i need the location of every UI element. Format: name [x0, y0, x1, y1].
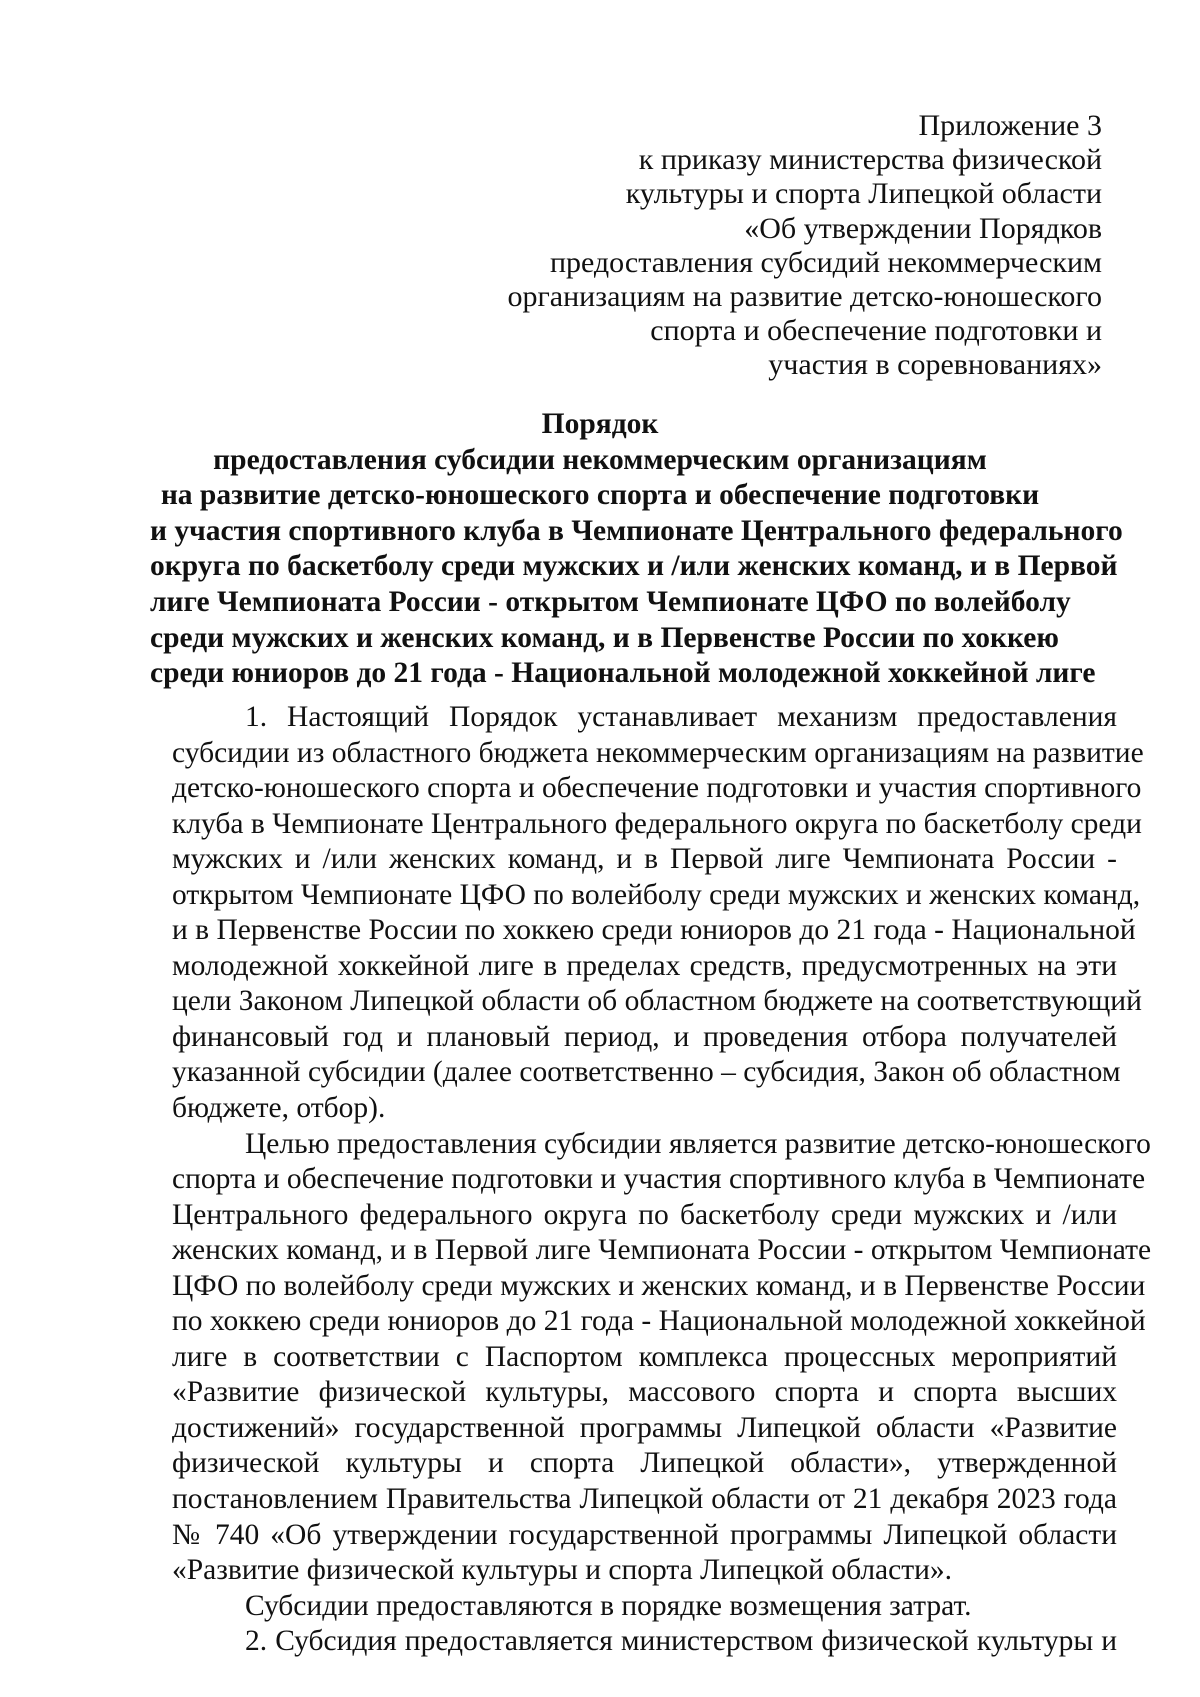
- body-line: постановлением Правительства Липецкой области от 21 декабря 2023 года: [172, 1483, 1117, 1516]
- body-line: физической культуры и спорта Липецкой области», утвержденной: [172, 1447, 1117, 1480]
- title-line: Порядок: [541, 408, 659, 440]
- body-line: лиге в соответствии с Паспортом комплекса процессных мероприятий: [172, 1340, 1117, 1373]
- body-line: Субсидии предоставляются в порядке возмещения затрат.: [245, 1589, 972, 1622]
- title-line: лиге Чемпионата России - открытом Чемпионате ЦФО по волейболу: [150, 585, 1071, 618]
- appendix-line: культуры и спорта Липецкой области: [625, 177, 1102, 211]
- appendix-line: предоставления субсидий некоммерческим: [549, 245, 1102, 279]
- appendix-line: участия в соревнованиях»: [768, 348, 1102, 382]
- document-title: [150, 407, 1123, 692]
- title-line: и участия спортивного клуба в Чемпионате Центрального федерального: [150, 514, 1123, 547]
- body-line: женских команд, и в Первой лиге Чемпионата России - открытом Чемпионате: [172, 1234, 1152, 1267]
- title-line: среди мужских и женских команд, и в Первенстве России по хоккею: [150, 621, 1059, 654]
- body-line: цели Законом Липецкой области об областном бюджете на соответствующий: [172, 985, 1142, 1018]
- paragraph-reimbursement: [172, 1589, 1117, 1625]
- document-body: [172, 700, 1152, 1660]
- body-line: «Развитие физической культуры и спорта Липецкой области».: [172, 1554, 953, 1587]
- appendix-reference: [482, 109, 1102, 383]
- body-line: «Развитие физической культуры, массового спорта и спорта высших: [172, 1376, 1117, 1409]
- body-line: Центрального федерального округа по баскетболу среди мужских и /или: [172, 1198, 1117, 1231]
- body-line: субсидии из областного бюджета некоммерческим организациям на развитие: [172, 736, 1144, 769]
- body-line: достижений» государственной программы Липецкой области «Развитие: [172, 1411, 1117, 1444]
- body-line: детско-юношеского спорта и обеспечение подготовки и участия спортивного: [172, 772, 1142, 805]
- title-line: среди юниоров до 21 года - Национальной молодежной хоккейной лиге: [150, 657, 1096, 690]
- body-line: молодежной хоккейной лиге в пределах средств, предусмотренных на эти: [172, 949, 1117, 982]
- body-line: по хоккею среди юниоров до 21 года - Национальной молодежной хоккейной: [172, 1305, 1146, 1338]
- body-line: мужских и /или женских команд, и в Первой лиге Чемпионата России -: [172, 843, 1117, 876]
- body-line: финансовый год и плановый период, и проведения отбора получателей: [172, 1020, 1117, 1053]
- appendix-line: Приложение 3: [918, 109, 1102, 142]
- body-line: указанной субсидии (далее соответственно – субсидия, Закон об областном: [172, 1056, 1121, 1089]
- body-line: № 740 «Об утверждении государственной программы Липецкой области: [172, 1518, 1117, 1551]
- paragraph-2: [172, 1624, 1117, 1660]
- body-line: открытом Чемпионате ЦФО по волейболу среди мужских и женских команд,: [172, 878, 1141, 911]
- body-line: спорта и обеспечение подготовки и участия спортивного клуба в Чемпионате: [172, 1163, 1146, 1196]
- appendix-line: «Об утверждении Порядков: [744, 211, 1102, 245]
- body-line: 1. Настоящий Порядок устанавливает механизм предоставления: [245, 701, 1117, 733]
- body-line: клуба в Чемпионате Центрального федерального округа по баскетболу среди: [172, 807, 1142, 840]
- appendix-line: организациям на развитие детско-юношеского: [507, 280, 1102, 314]
- body-line: 2. Субсидия предоставляется министерством физической культуры и: [245, 1625, 1117, 1658]
- title-line: на развитие детско-юношеского спорта и обеспечение подготовки: [160, 479, 1040, 512]
- paragraph-1: [172, 700, 1144, 1127]
- body-line: и в Первенстве России по хоккею среди юниоров до 21 года - Национальной: [172, 914, 1136, 947]
- body-line: Целью предоставления субсидии является развитие детско-юношеского: [245, 1127, 1151, 1160]
- title-line: округа по баскетболу среди мужских и /или женских команд, и в Первой: [150, 550, 1118, 583]
- body-line: ЦФО по волейболу среди мужских и женских команд, и в Первенстве России: [172, 1269, 1146, 1302]
- paragraph-goal: [172, 1127, 1152, 1589]
- appendix-line: к приказу министерства физической: [638, 143, 1102, 177]
- title-line: предоставления субсидии некоммерческим организациям: [213, 443, 987, 476]
- body-line: бюджете, отбор).: [172, 1092, 386, 1125]
- appendix-line: спорта и обеспечение подготовки и: [650, 314, 1102, 348]
